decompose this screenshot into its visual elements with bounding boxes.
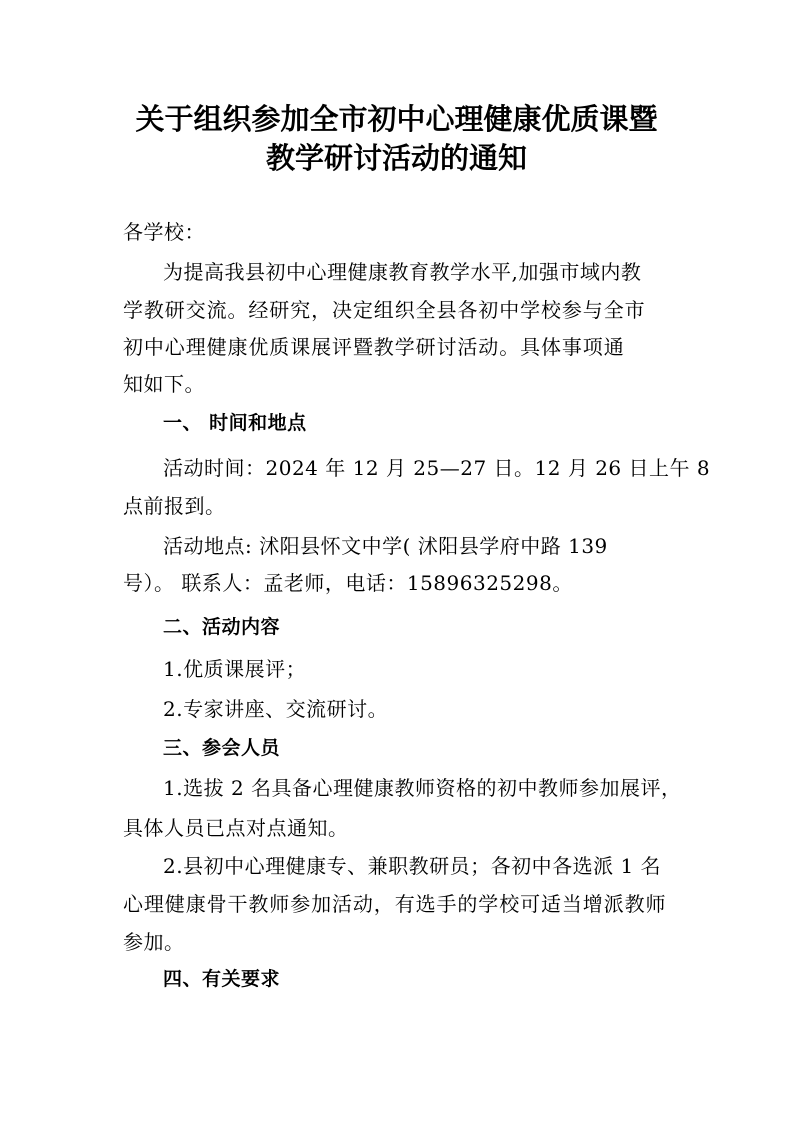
participants-item-2-line-3: 参加。	[123, 930, 185, 954]
intro-paragraph-line-4: 知如下。	[123, 372, 205, 396]
intro-paragraph-line-3: 初中心理健康优质课展评暨教学研讨活动。具体事项通	[123, 335, 625, 359]
document-title-line-1: 关于组织参加全市初中心理健康优质课暨	[135, 102, 658, 136]
section-heading-time-place: 一、 时间和地点	[163, 412, 307, 434]
participants-item-1-line-1: 1.选拔 2 名具备心理健康教师资格的初中教师参加展评，	[163, 776, 682, 800]
intro-paragraph-line-1: 为提高我县初中心理健康教育教学水平,加强市域内教	[163, 260, 642, 284]
document-title-line-2: 教学研讨活动的通知	[265, 141, 527, 175]
intro-paragraph-line-2: 学教研交流。经研究，决定组织全县各初中学校参与全市	[123, 298, 646, 322]
section-heading-participants: 三、参会人员	[163, 737, 281, 759]
participants-item-2-line-1: 2.县初中心理健康专、兼职教研员；各初中各选派 1 名	[163, 854, 662, 878]
participants-item-1-line-2: 具体人员已点对点通知。	[123, 816, 349, 840]
salutation: 各学校：	[123, 220, 205, 244]
activity-time-line-2: 点前报到。	[123, 494, 226, 518]
activity-place-line-2: 号）。 联系人：孟老师，电话：15896325298。	[123, 571, 573, 595]
content-item-2: 2.专家讲座、交流研讨。	[163, 697, 389, 721]
section-heading-content: 二、活动内容	[163, 616, 281, 638]
section-heading-requirements: 四、有关要求	[163, 968, 281, 990]
participants-item-2-line-2: 心理健康骨干教师参加活动，有选手的学校可适当增派教师	[123, 892, 667, 916]
activity-place-line-1: 活动地点: 沭阳县怀文中学( 沭阳县学府中路 139	[163, 534, 608, 558]
content-item-1: 1.优质课展评；	[163, 657, 307, 681]
activity-time-line-1: 活动时间：2024 年 12 月 25—27 日。12 月 26 日上午 8	[163, 456, 711, 480]
